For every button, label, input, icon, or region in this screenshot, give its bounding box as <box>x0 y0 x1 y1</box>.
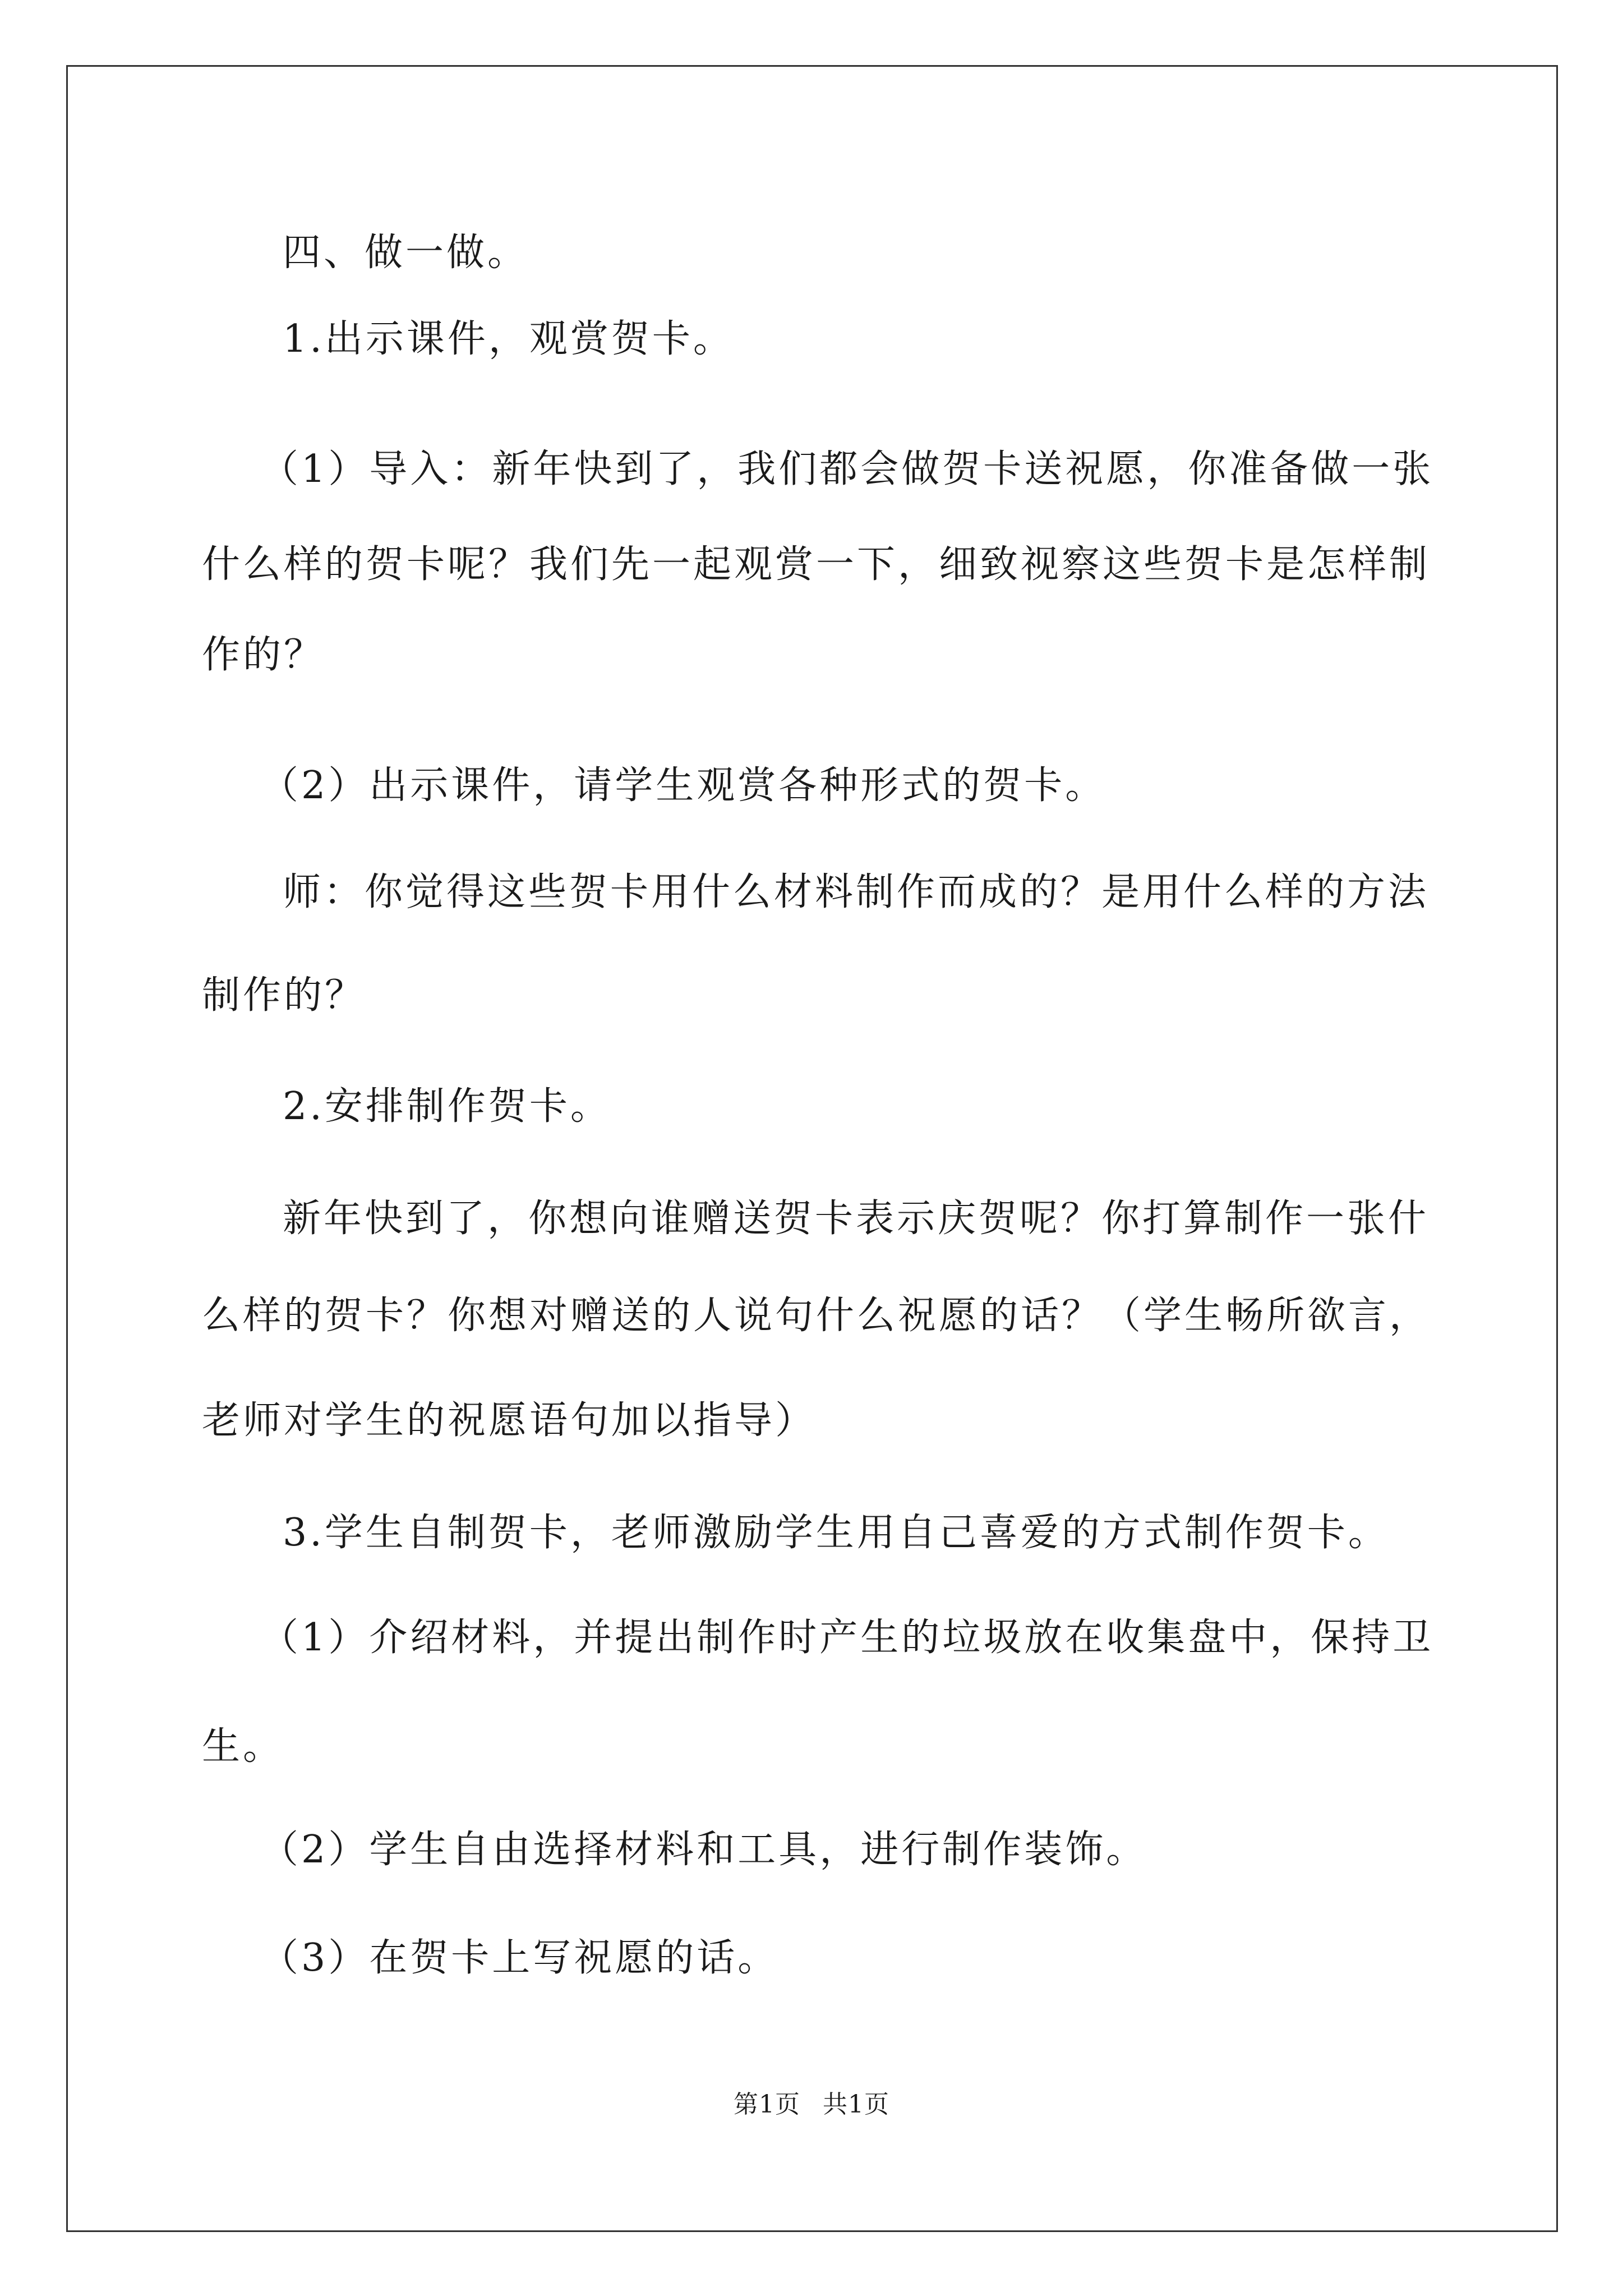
page-footer <box>0 2089 1623 2120</box>
paragraph-line: （1）介绍材料，并提出制作时产生的垃圾放在收集盘中，保持卫 <box>260 1616 1434 1660</box>
page-count: 共1页 <box>823 2090 889 2119</box>
paragraph-line: 3.学生自制贺卡，老师激励学生用自己喜爱的方式制作贺卡。 <box>283 1511 1389 1555</box>
paragraph-line: 作的？ <box>202 633 325 677</box>
paragraph-line: 2.安排制作贺卡。 <box>283 1084 611 1129</box>
paragraph-line: 什么样的贺卡呢？我们先一起观赏一下，细致视察这些贺卡是怎样制 <box>202 542 1431 587</box>
paragraph-line: 师：你觉得这些贺卡用什么材料制作而成的？是用什么样的方法 <box>283 870 1430 914</box>
paragraph-line: 新年快到了，你想向谁赠送贺卡表示庆贺呢？你打算制作一张什 <box>283 1197 1430 1241</box>
page-border <box>66 65 1558 2232</box>
page-number: 第1页 <box>734 2090 800 2119</box>
paragraph-line: 生。 <box>202 1724 284 1769</box>
paragraph-line: 老师对学生的祝愿语句加以指导） <box>202 1398 817 1443</box>
paragraph-line: 1.出示课件，观赏贺卡。 <box>283 317 734 361</box>
paragraph-line: 么样的贺卡？你想对赠送的人说句什么祝愿的话？（学生畅所欲言， <box>202 1294 1431 1338</box>
paragraph-line: （1）导入：新年快到了，我们都会做贺卡送祝愿，你准备做一张 <box>260 447 1434 491</box>
paragraph-line: （2）出示课件，请学生观赏各种形式的贺卡。 <box>260 763 1106 808</box>
paragraph-heading-line: 四、做一做。 <box>283 231 529 275</box>
paragraph-line: （3）在贺卡上写祝愿的话。 <box>260 1936 779 1980</box>
paragraph-line: （2）学生自由选择材料和工具，进行制作装饰。 <box>260 1828 1147 1872</box>
paragraph-line: 制作的？ <box>202 973 366 1018</box>
